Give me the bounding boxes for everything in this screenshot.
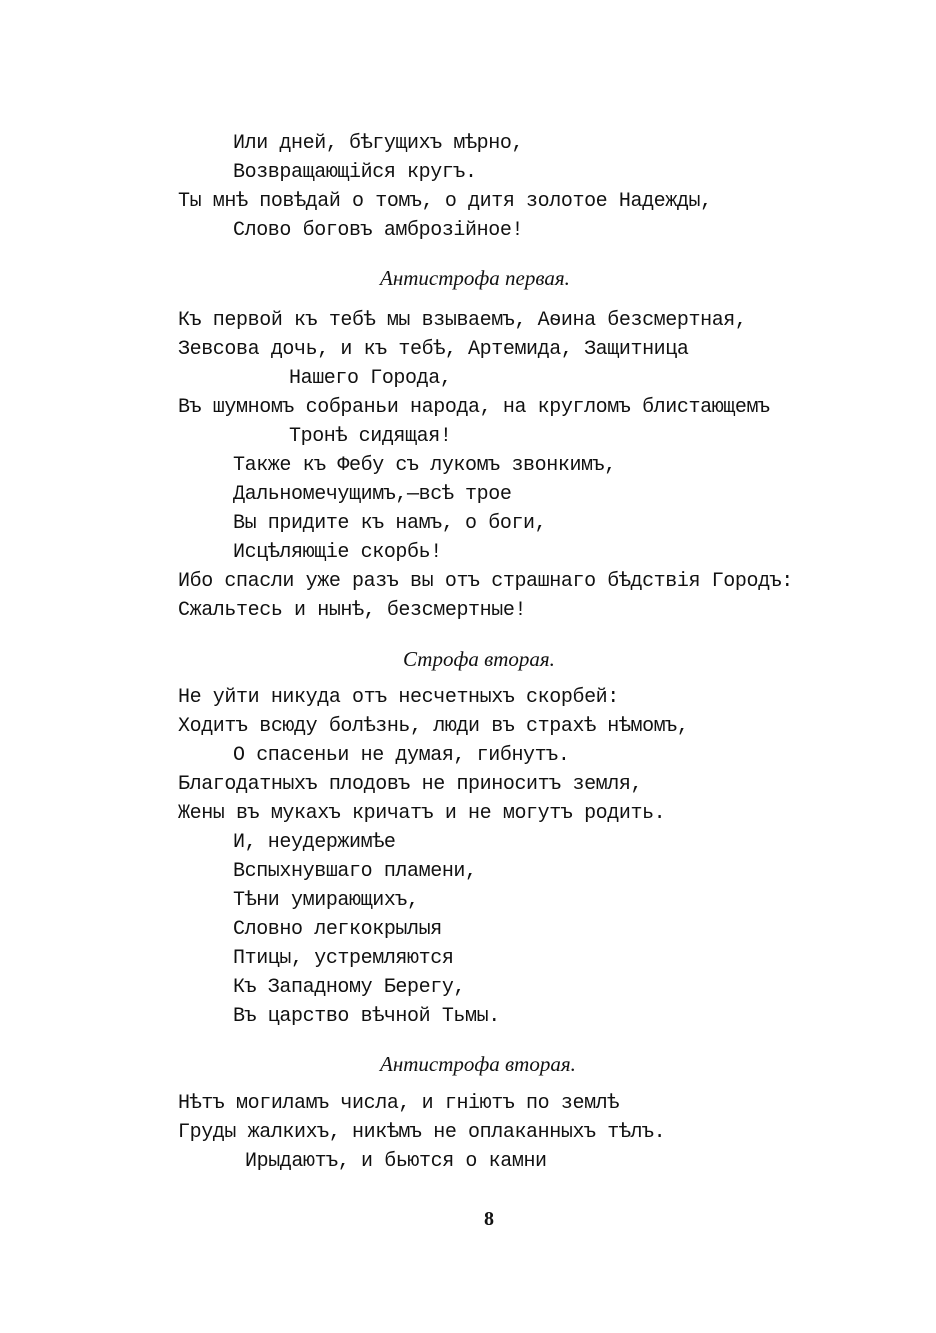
- verse-line: О спасеньи не думая, гибнутъ.: [233, 744, 570, 767]
- verse-line: Нѣтъ могиламъ числа, и гніютъ по землѣ: [178, 1092, 619, 1115]
- verse-line: Жены въ мукахъ кричатъ и не могутъ родить.: [178, 802, 666, 825]
- verse-line: Также къ Фебу съ лукомъ звонкимъ,: [233, 454, 616, 477]
- verse-line: Тронѣ сидящая!: [289, 425, 452, 448]
- verse-line: Возвращающійся кругъ.: [233, 161, 477, 184]
- verse-line: Вы придите къ намъ, о боги,: [233, 512, 547, 535]
- section-heading: Антистрофа вторая.: [380, 1052, 576, 1076]
- verse-line: Сжальтесь и нынѣ, безсмертные!: [178, 599, 527, 622]
- verse-line: Къ Западному Берегу,: [233, 976, 466, 999]
- verse-line: Въ царство вѣчной Тьмы.: [233, 1005, 500, 1028]
- verse-line: Тѣни умирающихъ,: [233, 889, 419, 912]
- verse-line: Зевсова дочь, и къ тебѣ, Артемида, Защитница: [178, 338, 689, 361]
- section-heading: Антистрофа первая.: [380, 266, 570, 290]
- verse-line: Дальномечущимъ,—всѣ трое: [233, 483, 512, 506]
- verse-line: Ибо спасли уже разъ вы отъ страшнаго бѣдствія Городъ:: [178, 570, 793, 593]
- verse-line: Слово боговъ амброзійное!: [233, 219, 524, 242]
- verse-line: И, неудержимѣе: [233, 831, 396, 854]
- section-heading: Строфа вторая.: [403, 647, 555, 671]
- verse-line: Въ шумномъ собраньи народа, на кругломъ блистающемъ: [178, 396, 770, 419]
- verse-line: Ирыдаютъ, и бьются о камни: [245, 1150, 547, 1173]
- verse-line: Ходитъ всюду болѣзнь, люди въ страхѣ нѣмомъ,: [178, 715, 689, 738]
- verse-line: Не уйти никуда отъ несчетныхъ скорбей:: [178, 686, 619, 709]
- verse-line: Исцѣляющіе скорбь!: [233, 541, 442, 564]
- page-number: 8: [484, 1208, 494, 1230]
- verse-line: Благодатныхъ плодовъ не приноситъ земля,: [178, 773, 643, 796]
- verse-line: Словно легкокрылыя: [233, 918, 442, 941]
- verse-line: Вспыхнувшаго пламени,: [233, 860, 477, 883]
- verse-line: Ты мнѣ повѣдай о томъ, о дитя золотое Надежды,: [178, 190, 712, 213]
- verse-line: Птицы, устремляются: [233, 947, 454, 970]
- verse-line: Нашего Города,: [289, 367, 452, 390]
- verse-line: Груды жалкихъ, никѣмъ не оплаканныхъ тѣлъ.: [178, 1121, 666, 1144]
- verse-line: Или дней, бѣгущихъ мѣрно,: [233, 132, 524, 155]
- verse-line: Къ первой къ тебѣ мы взываемъ, Аѳина безсмертная,: [178, 309, 747, 332]
